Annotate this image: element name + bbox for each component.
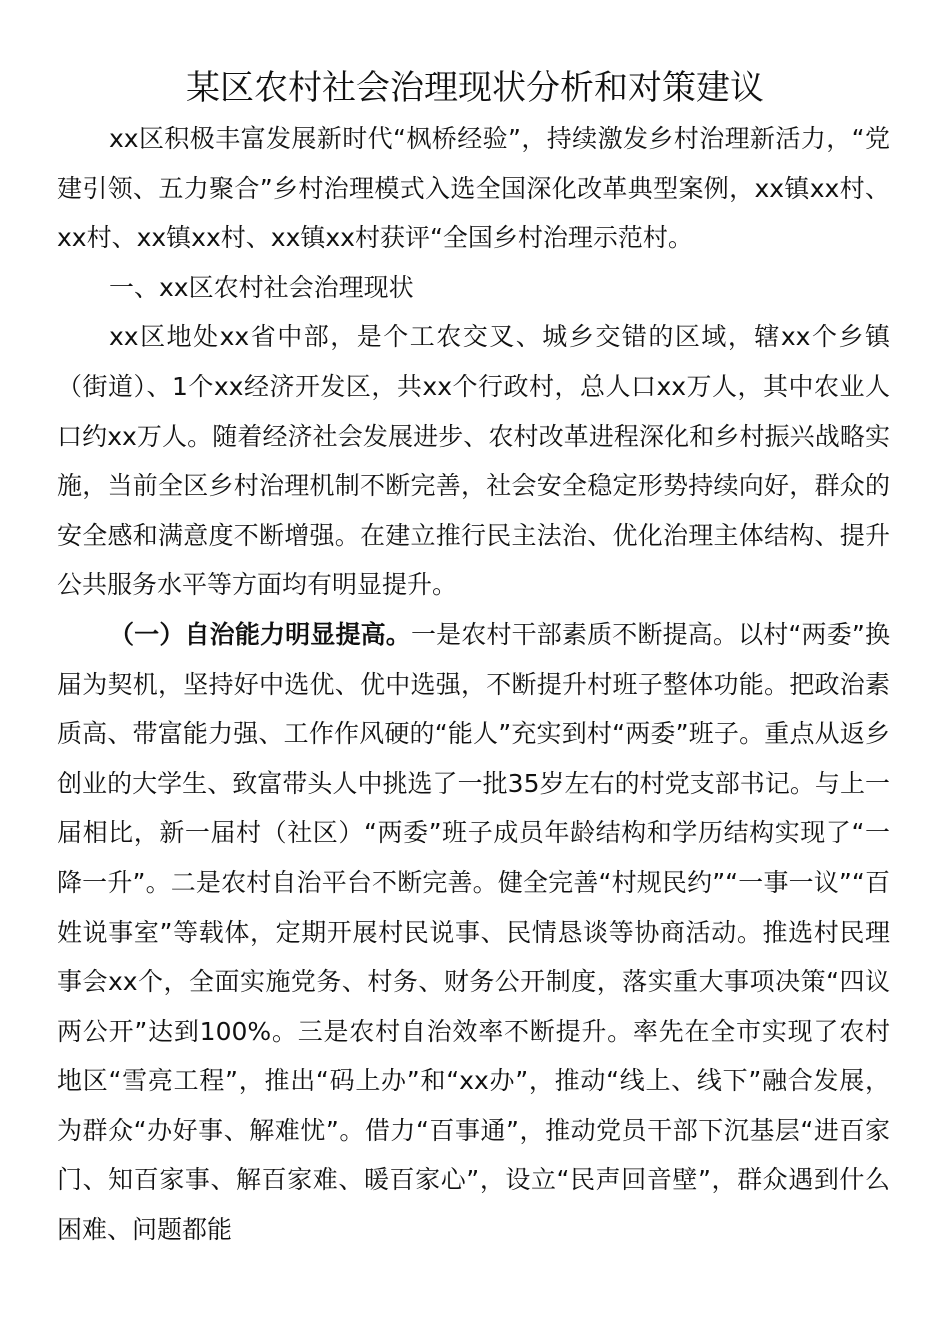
section-paragraph: xx区地处xx省中部，是个工农交叉、城乡交错的区域，辖xx个乡镇（街道）、1个xx经济开发区，共xx个行政村，总人口xx万人，其中农业人口约xx万人。随着经济社会发展进步、农村改革进程深化和乡村振兴战略实施，当前全区乡村治理机制不断完善，社会安全稳定形势持续向好，群众的安全感和满意度不断增强。在建立推行民主法治、优化治理主体结构、提升公共服务水平等方面均有明显提升。 — [57, 322, 890, 600]
intro-paragraph: xx区积极丰富发展新时代“枫桥经验”，持续激发乡村治理新活力，“党建引领、五力聚合”乡村治理模式入选全国深化改革典型案例，xx镇xx村、xx村、xx镇xx村、xx镇xx村获评“全国乡村治理示范村。 — [57, 124, 890, 253]
subsection-paragraph — [57, 610, 890, 1255]
section-heading: 一、xx区农村社会治理现状 — [109, 272, 414, 302]
subsection-heading: （一）自治能力明显提高。 — [109, 619, 411, 649]
subsection-body: 一是农村干部素质不断提高。以村“两委”换届为契机，坚持好中选优、优中选强，不断提升村班子整体功能。把政治素质高、带富能力强、工作作风硬的“能人”充实到村“两委”班子。重点从返乡创业的大学生、致富带头人中挑选了一批35岁左右的村党支部书记。与上一届相比，新一届村（社区）“两委”班子成员年龄结构和学历结构实现了“一降一升”。二是农村自治平台不断完善。健全完善“村规民约”“一事一议”“百姓说事室”等载体，定期开展村民说事、民情恳谈等协商活动。推选村民理事会xx个，全面实施党务、村务、财务公开制度，落实重大事项决策“四议两公开”达到100%。三是农村自治效率不断提升。率先在全市实现了农村地区“雪亮工程”，推出“码上办”和“xx办”，推动“线上、线下”融合发展，为群众“办好事、解难忧”。借力“百事通”，推动党员干部下沉基层“进百家门、知百家事、解百家难、暖百家心”，设立“民声回音壁”，群众遇到什么困难、问题都能 — [57, 619, 890, 1245]
document-title: 某区农村社会治理现状分析和对策建议 — [186, 68, 764, 108]
document-body — [57, 114, 890, 1255]
